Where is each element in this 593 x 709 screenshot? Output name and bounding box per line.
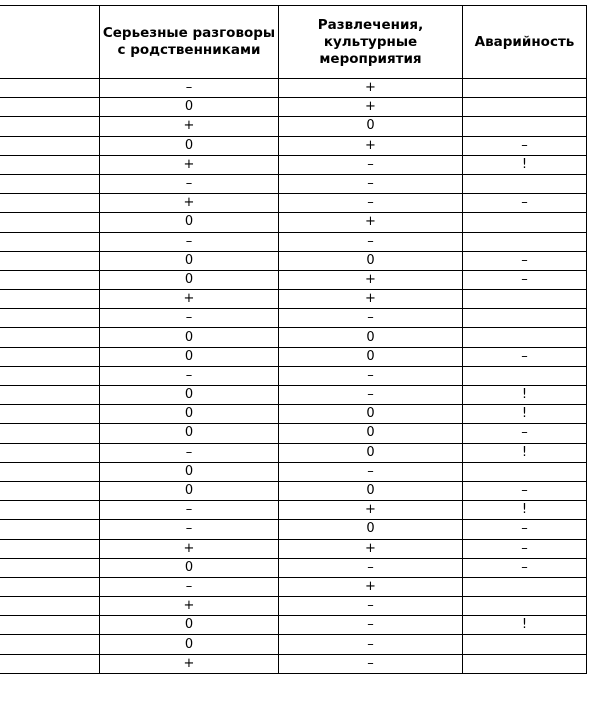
entertainment-cell: –	[279, 366, 463, 385]
entertainment-cell: 0	[279, 520, 463, 539]
row-date-cell	[0, 501, 100, 520]
entertainment-cell: +	[279, 501, 463, 520]
row-date-cell	[0, 635, 100, 654]
row-date-cell	[0, 347, 100, 366]
accident-rate-cell: !	[463, 386, 587, 405]
table-row	[0, 462, 587, 481]
accident-rate-cell: –	[463, 347, 587, 366]
table-row	[0, 79, 587, 98]
row-date-cell	[0, 251, 100, 270]
relatives-talks-cell: +	[100, 194, 279, 213]
table-row	[0, 155, 587, 174]
table-row	[0, 328, 587, 347]
relatives-talks-cell: 0	[100, 462, 279, 481]
accident-rate-cell: –	[463, 424, 587, 443]
row-date-cell	[0, 232, 100, 251]
row-date-cell	[0, 194, 100, 213]
entertainment-cell: –	[279, 174, 463, 193]
accident-rate-cell	[463, 654, 587, 673]
entertainment-cell: 0	[279, 481, 463, 500]
accident-rate-cell	[463, 635, 587, 654]
entertainment-cell: –	[279, 386, 463, 405]
entertainment-cell: –	[279, 232, 463, 251]
table-row	[0, 481, 587, 500]
accident-rate-cell	[463, 79, 587, 98]
row-date-cell	[0, 424, 100, 443]
relatives-talks-cell: 0	[100, 270, 279, 289]
relatives-talks-cell: –	[100, 366, 279, 385]
table-row	[0, 424, 587, 443]
entertainment-cell: +	[279, 136, 463, 155]
table-row	[0, 386, 587, 405]
row-date-cell	[0, 654, 100, 673]
forecast-table	[0, 5, 587, 674]
row-date-cell	[0, 213, 100, 232]
entertainment-cell: +	[279, 79, 463, 98]
accident-rate-cell: –	[463, 270, 587, 289]
relatives-talks-cell: +	[100, 117, 279, 136]
row-date-cell	[0, 558, 100, 577]
entertainment-cell: –	[279, 616, 463, 635]
entertainment-cell: 0	[279, 117, 463, 136]
row-date-cell	[0, 98, 100, 117]
row-date-cell	[0, 328, 100, 347]
accident-rate-cell	[463, 462, 587, 481]
accident-rate-cell: !	[463, 616, 587, 635]
relatives-talks-cell: +	[100, 290, 279, 309]
table-row	[0, 98, 587, 117]
entertainment-cell: +	[279, 98, 463, 117]
header-date	[0, 6, 100, 79]
relatives-talks-cell: –	[100, 577, 279, 596]
header-entertainment: Развлечения, культурные мероприятия	[279, 6, 463, 79]
header-relatives-talks: Серьезные разговоры с родственниками	[100, 6, 279, 79]
table-row	[0, 577, 587, 596]
entertainment-cell: –	[279, 309, 463, 328]
row-date-cell	[0, 290, 100, 309]
entertainment-cell: –	[279, 194, 463, 213]
relatives-talks-cell: 0	[100, 251, 279, 270]
entertainment-cell: –	[279, 462, 463, 481]
accident-rate-cell	[463, 597, 587, 616]
accident-rate-cell: –	[463, 520, 587, 539]
row-date-cell	[0, 481, 100, 500]
row-date-cell	[0, 117, 100, 136]
accident-rate-cell	[463, 366, 587, 385]
entertainment-cell: +	[279, 539, 463, 558]
row-date-cell	[0, 462, 100, 481]
accident-rate-cell	[463, 174, 587, 193]
accident-rate-cell: –	[463, 481, 587, 500]
row-date-cell	[0, 309, 100, 328]
table-row	[0, 443, 587, 462]
accident-rate-cell: –	[463, 136, 587, 155]
table-row	[0, 290, 587, 309]
relatives-talks-cell: +	[100, 597, 279, 616]
table-row	[0, 558, 587, 577]
table-row	[0, 520, 587, 539]
table-row	[0, 366, 587, 385]
accident-rate-cell	[463, 98, 587, 117]
row-date-cell	[0, 405, 100, 424]
row-date-cell	[0, 520, 100, 539]
entertainment-cell: +	[279, 213, 463, 232]
header-row	[0, 6, 587, 79]
row-date-cell	[0, 136, 100, 155]
accident-rate-cell	[463, 213, 587, 232]
table-row	[0, 117, 587, 136]
table-row	[0, 597, 587, 616]
row-date-cell	[0, 155, 100, 174]
row-date-cell	[0, 270, 100, 289]
relatives-talks-cell: 0	[100, 98, 279, 117]
table-row	[0, 635, 587, 654]
relatives-talks-cell: 0	[100, 386, 279, 405]
relatives-talks-cell: +	[100, 155, 279, 174]
entertainment-cell: 0	[279, 405, 463, 424]
relatives-talks-cell: +	[100, 654, 279, 673]
relatives-talks-cell: 0	[100, 213, 279, 232]
row-date-cell	[0, 174, 100, 193]
relatives-talks-cell: 0	[100, 481, 279, 500]
table-header	[0, 6, 587, 79]
accident-rate-cell: –	[463, 251, 587, 270]
table-row	[0, 270, 587, 289]
table-row	[0, 194, 587, 213]
entertainment-cell: 0	[279, 443, 463, 462]
relatives-talks-cell: 0	[100, 424, 279, 443]
relatives-talks-cell: 0	[100, 558, 279, 577]
table-row	[0, 616, 587, 635]
table-row	[0, 501, 587, 520]
relatives-talks-cell: –	[100, 501, 279, 520]
entertainment-cell: –	[279, 155, 463, 174]
relatives-talks-cell: 0	[100, 328, 279, 347]
relatives-talks-cell: –	[100, 174, 279, 193]
row-date-cell	[0, 79, 100, 98]
relatives-talks-cell: –	[100, 443, 279, 462]
table-row	[0, 174, 587, 193]
row-date-cell	[0, 386, 100, 405]
entertainment-cell: 0	[279, 347, 463, 366]
accident-rate-cell: –	[463, 194, 587, 213]
accident-rate-cell	[463, 328, 587, 347]
entertainment-cell: 0	[279, 251, 463, 270]
accident-rate-cell: !	[463, 501, 587, 520]
relatives-talks-cell: 0	[100, 347, 279, 366]
table-row	[0, 309, 587, 328]
entertainment-cell: –	[279, 597, 463, 616]
entertainment-cell: 0	[279, 424, 463, 443]
accident-rate-cell	[463, 309, 587, 328]
entertainment-cell: +	[279, 577, 463, 596]
table-row	[0, 251, 587, 270]
accident-rate-cell	[463, 290, 587, 309]
accident-rate-cell	[463, 232, 587, 251]
table-row	[0, 347, 587, 366]
relatives-talks-cell: –	[100, 309, 279, 328]
relatives-talks-cell: 0	[100, 616, 279, 635]
accident-rate-cell	[463, 577, 587, 596]
row-date-cell	[0, 539, 100, 558]
entertainment-cell: +	[279, 290, 463, 309]
entertainment-cell: –	[279, 654, 463, 673]
table-row	[0, 654, 587, 673]
accident-rate-cell	[463, 117, 587, 136]
accident-rate-cell: !	[463, 405, 587, 424]
relatives-talks-cell: 0	[100, 136, 279, 155]
table-row	[0, 136, 587, 155]
relatives-talks-cell: –	[100, 520, 279, 539]
table-row	[0, 232, 587, 251]
entertainment-cell: –	[279, 635, 463, 654]
row-date-cell	[0, 577, 100, 596]
table-row	[0, 539, 587, 558]
row-date-cell	[0, 443, 100, 462]
accident-rate-cell: !	[463, 155, 587, 174]
table-row	[0, 405, 587, 424]
relatives-talks-cell: 0	[100, 635, 279, 654]
relatives-talks-cell: –	[100, 79, 279, 98]
row-date-cell	[0, 616, 100, 635]
entertainment-cell: +	[279, 270, 463, 289]
table-body	[0, 79, 587, 674]
row-date-cell	[0, 597, 100, 616]
accident-rate-cell: !	[463, 443, 587, 462]
entertainment-cell: –	[279, 558, 463, 577]
table-row	[0, 213, 587, 232]
relatives-talks-cell: –	[100, 232, 279, 251]
row-date-cell	[0, 366, 100, 385]
header-accident-rate: Аварийность	[463, 6, 587, 79]
accident-rate-cell: –	[463, 539, 587, 558]
relatives-talks-cell: +	[100, 539, 279, 558]
entertainment-cell: 0	[279, 328, 463, 347]
relatives-talks-cell: 0	[100, 405, 279, 424]
accident-rate-cell: –	[463, 558, 587, 577]
